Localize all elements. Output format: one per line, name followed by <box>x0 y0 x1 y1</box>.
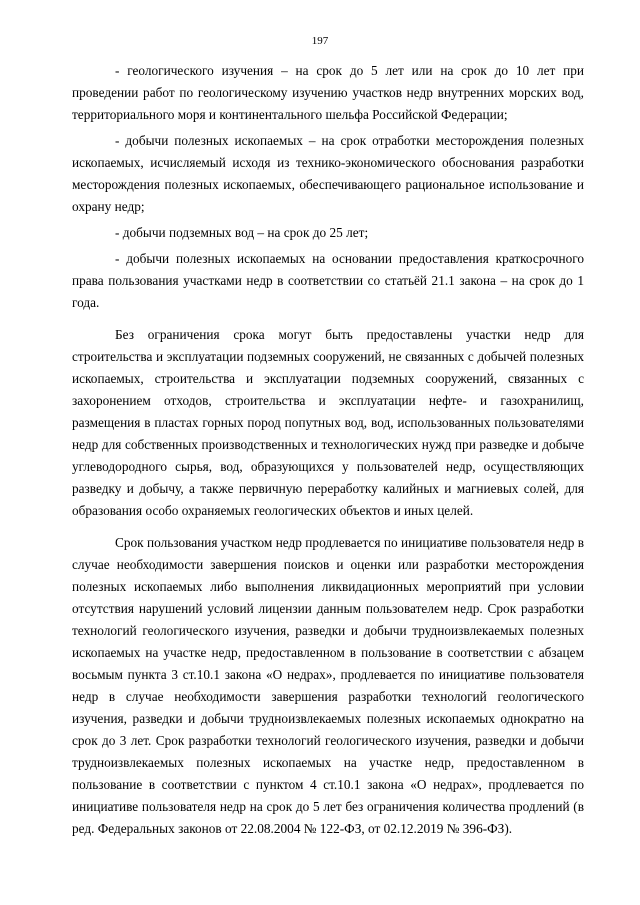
paragraph-mineral-extraction: - добычи полезных ископаемых – на срок отработки месторождения полезных ископаемых, исчисляемый исходя из технико-экономического обоснования разработки месторождения полезных ископаемых, обеспечивающего рациональное использование и охрану недр; <box>72 133 584 214</box>
page-number: 197 <box>311 35 329 47</box>
paragraph-geological-study: - геологического изучения – на срок до 5 лет или на срок до 10 лет при проведении работ по геологическому изучению участков недр внутренних морских вод, территориального моря и континентального шельфа Российской Федерации; <box>72 63 584 122</box>
paragraph-groundwater: - добычи подземных вод – на срок до 25 лет; <box>115 225 369 240</box>
paragraph-short-term-right: - добычи полезных ископаемых на основании предоставления краткосрочного права пользования участками недр в соответствии со статьёй 21.1 закона – на срок до 1 года. <box>72 251 584 310</box>
paragraph-term-extension: Срок пользования участком недр продлевается по инициативе пользователя недр в случае необходимости завершения поисков и оценки или разработки месторождения полезных ископаемых либо выполнения ликвидационных мероприятий при условии отсутствия нарушений условий лицензии данным пользователем недр. Срок разработки технологий геологического изучения, разведки и добычи трудноизвлекаемых полезных ископаемых на участке недр, предоставленном в пользование в соответствии с абзацем восьмым пункта 3 ст.10.1 закона «О недрах», продлевается по инициативе пользователя недр в случае необходимости завершения разработки технологий геологического изучения, разведки и добычи трудноизвлекаемых полезных ископаемых однократно на срок до 3 лет. Срок разработки технологий геологического изучения, разведки и добычи трудноизвлекаемых полезных ископаемых на участке недр, предоставленном в пользование в соответствии с пунктом 4 ст.10.1 закона «О недрах», продлевается по инициативе пользователя недр на срок до 5 лет без ограничения количества продлений (в ред. Федеральных законов от 22.08.2004 № 122-ФЗ, от 02.12.2019 № 396-ФЗ). <box>72 535 584 836</box>
page-body <box>72 60 584 844</box>
paragraph-unlimited-term: Без ограничения срока могут быть предоставлены участки недр для строительства и эксплуатации подземных сооружений, не связанных с добычей полезных ископаемых, строительства и эксплуатации подземных сооружений, связанных с захоронением отходов, строительства и эксплуатации нефте- и газохранилищ, размещения в пластах горных пород попутных вод, вод, использованных пользователями недр для собственных производственных и технологических нужд при разведке и добыче углеводородного сырья, вод, образующихся у пользователей недр, осуществляющих разведку и добычу, а также первичную переработку калийных и магниевых солей, для образования особо охраняемых геологических объектов и иных целей. <box>72 327 584 518</box>
